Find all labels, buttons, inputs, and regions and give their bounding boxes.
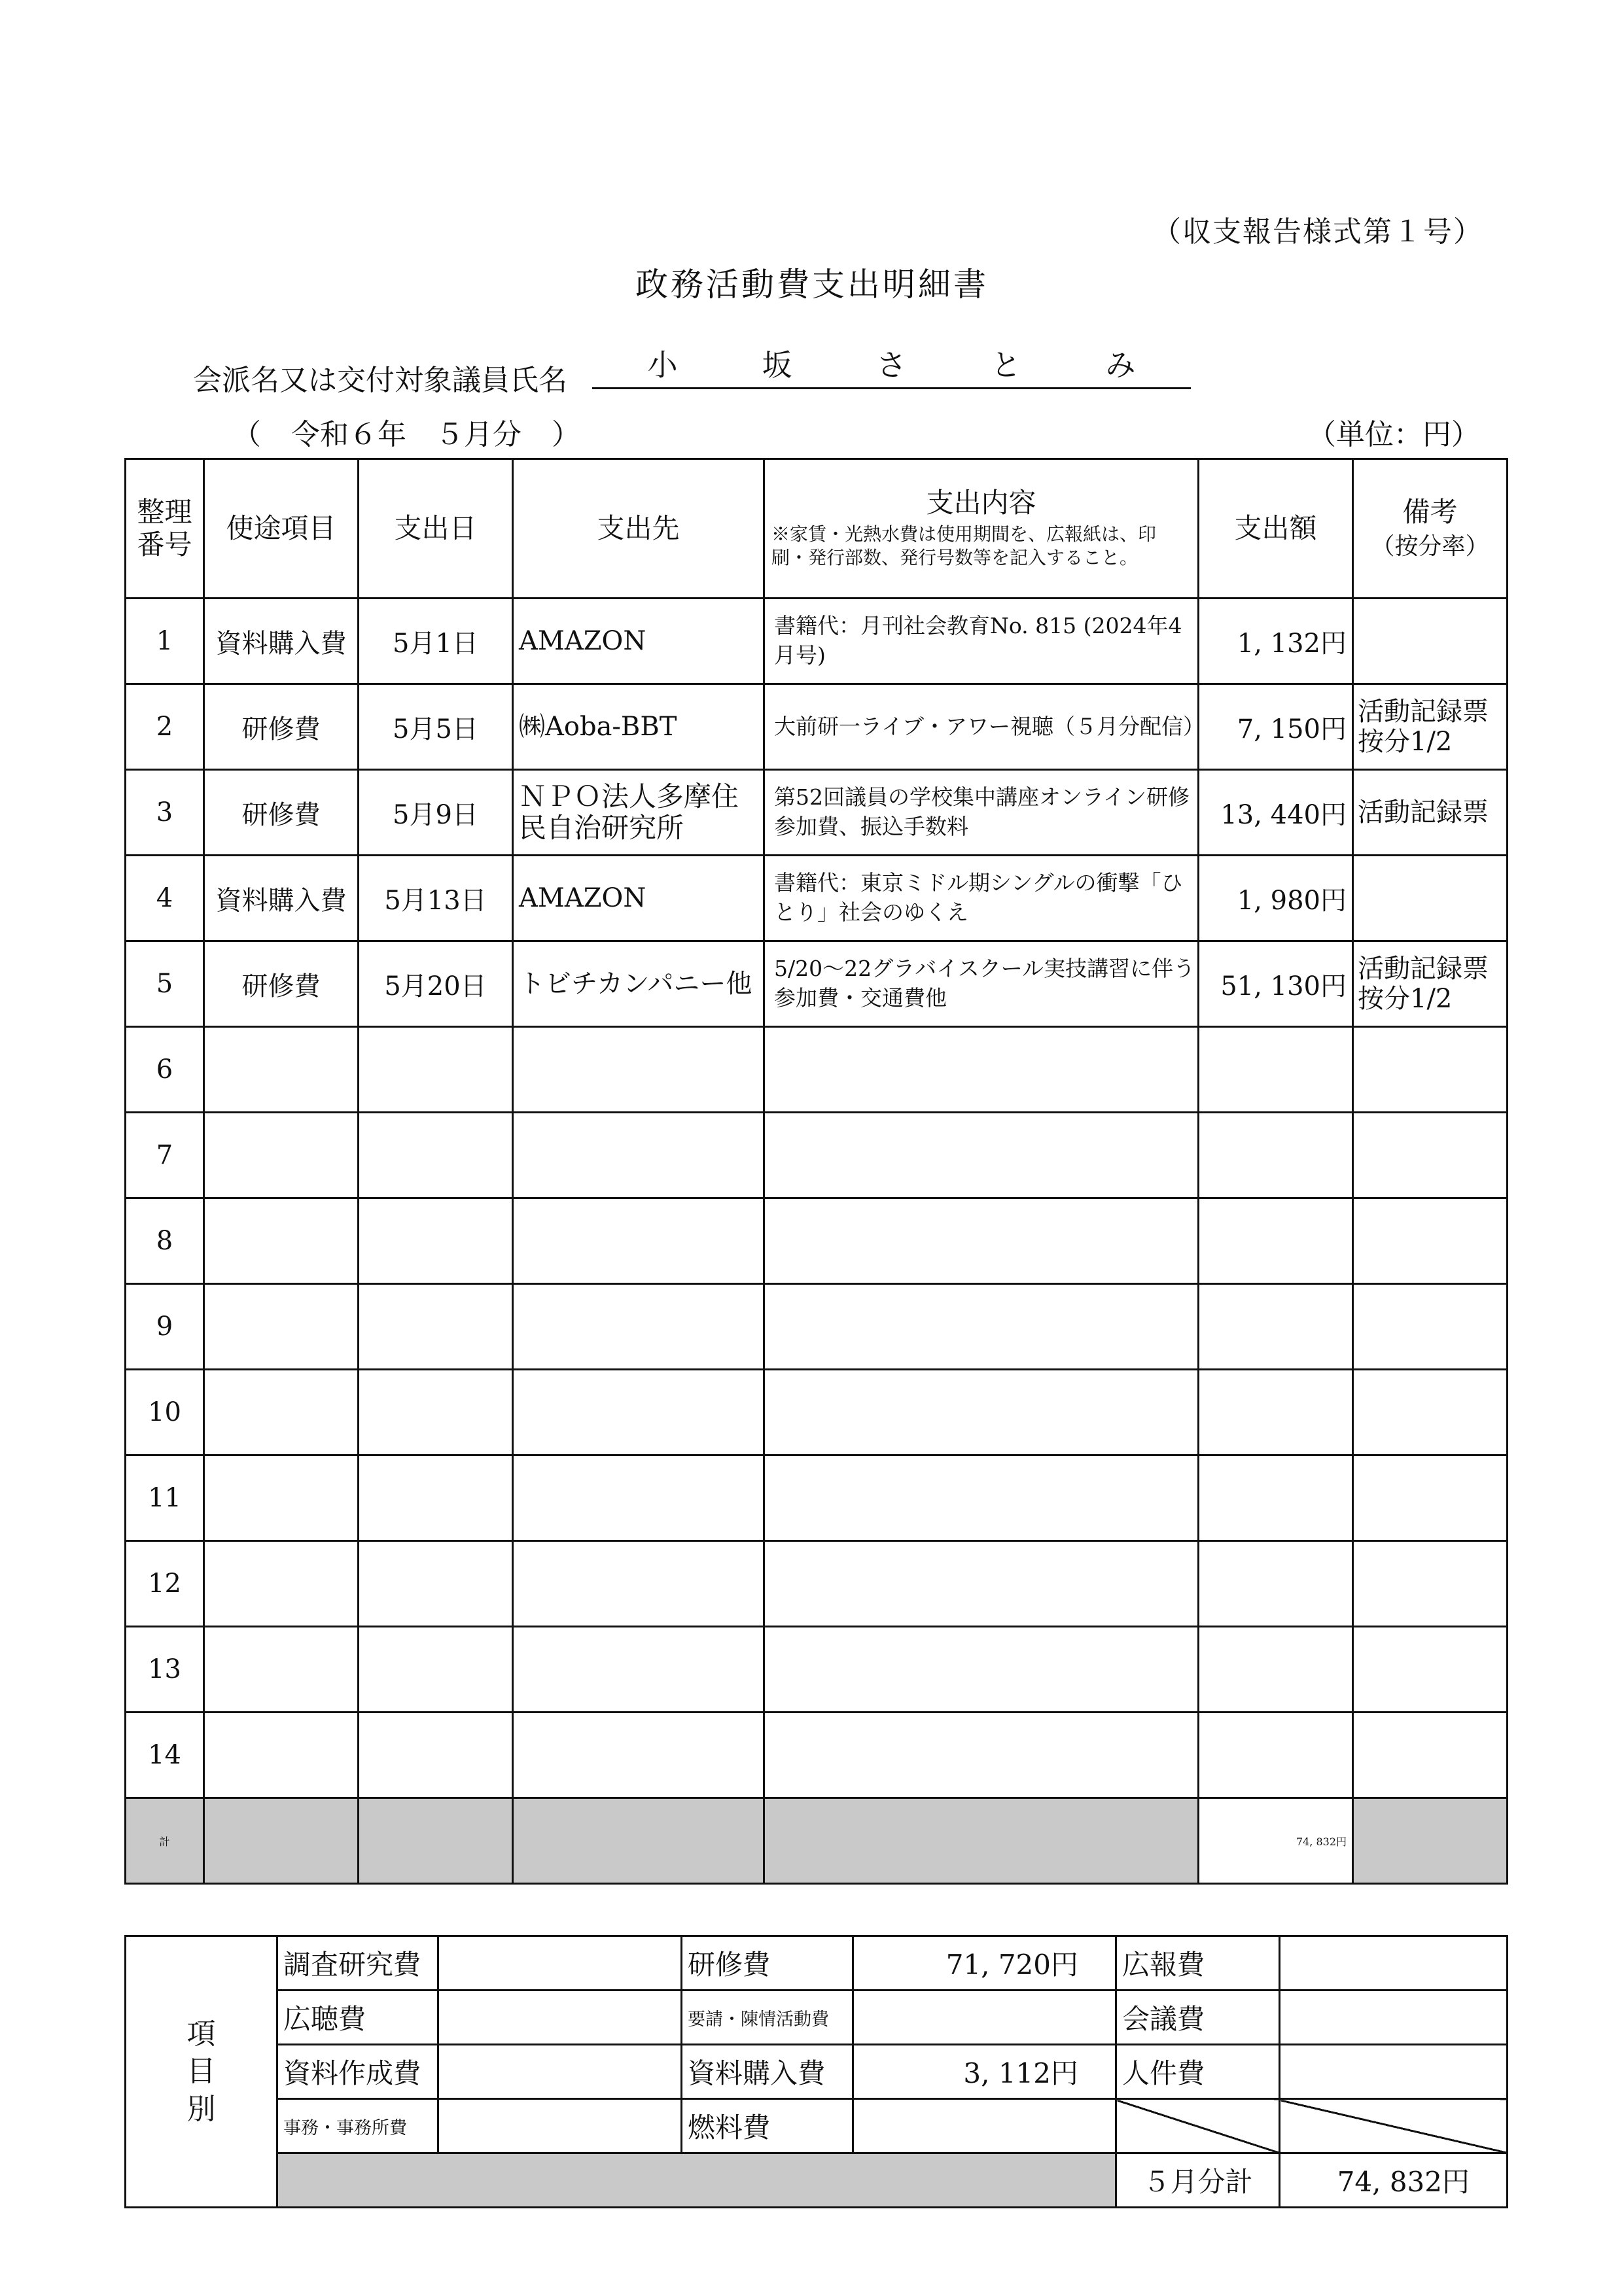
total-row	[126, 1798, 1508, 1884]
row-no: 5	[126, 941, 204, 1027]
row-category	[204, 1455, 359, 1541]
period-text: 令和６年 ５月分	[291, 418, 521, 451]
table-row	[126, 1455, 1508, 1541]
table-row	[126, 1027, 1508, 1113]
row-payee	[513, 1370, 764, 1455]
table-row	[126, 1113, 1508, 1198]
row-no: 14	[126, 1713, 204, 1798]
col-header-payee: 支出先	[513, 459, 764, 599]
col-header-remarks	[1353, 459, 1508, 599]
row-no: 7	[126, 1113, 204, 1198]
row-date	[359, 1455, 513, 1541]
row-remarks	[1353, 1284, 1508, 1370]
row-category: 資料購入費	[204, 599, 359, 684]
row-no: 9	[126, 1284, 204, 1370]
row-amount	[1199, 1541, 1353, 1627]
col-header-category: 使途項目	[204, 459, 359, 599]
summary-side-char: 別	[186, 2092, 216, 2126]
row-amount	[1199, 1713, 1353, 1798]
research-value	[438, 1936, 682, 1991]
row-remarks	[1353, 1113, 1508, 1198]
summary-side-label	[126, 1936, 277, 2208]
row-date	[359, 1713, 513, 1798]
row-category	[204, 1113, 359, 1198]
row-no: 3	[126, 770, 204, 856]
meeting-value	[1280, 1991, 1508, 2045]
table-row	[126, 1198, 1508, 1284]
total-shaded-cell	[764, 1798, 1199, 1884]
table-row	[126, 1713, 1508, 1798]
row-content: 書籍代：月刊社会教育No. 815 (2024年4月号)	[764, 599, 1199, 684]
purchase-label: 資料購入費	[682, 2045, 853, 2099]
table-row	[126, 599, 1508, 684]
row-remarks	[1353, 1455, 1508, 1541]
row-content	[764, 1370, 1199, 1455]
row-date: 5月20日	[359, 941, 513, 1027]
row-content	[764, 1113, 1199, 1198]
row-amount: 1, 980円	[1199, 856, 1353, 941]
docs-label: 資料作成費	[277, 2045, 438, 2099]
row-no: 12	[126, 1541, 204, 1627]
row-remarks	[1353, 1198, 1508, 1284]
petition-label: 要請・陳情活動費	[682, 1991, 853, 2045]
row-date	[359, 1284, 513, 1370]
row-content: 大前研一ライブ・アワー視聴（５月分配信）	[764, 684, 1199, 770]
row-no: 10	[126, 1370, 204, 1455]
summary-total-row	[126, 2153, 1508, 2208]
summary-side-char: 項	[186, 2017, 216, 2051]
row-amount: 1, 132円	[1199, 599, 1353, 684]
row-amount	[1199, 1198, 1353, 1284]
row-payee: ㈱Aoba-BBT	[513, 684, 764, 770]
total-label: 計	[126, 1798, 204, 1884]
row-date: 5月9日	[359, 770, 513, 856]
row-category	[204, 1198, 359, 1284]
training-label: 研修費	[682, 1936, 853, 1991]
pr-label: 広報費	[1116, 1936, 1280, 1991]
col-header-content-note: ※家賃・光熱水費は使用期間を、広報紙は、印刷・発行部数、発行号数等を記入すること。	[771, 523, 1157, 569]
petition-value	[853, 1991, 1116, 2045]
row-no: 4	[126, 856, 204, 941]
table-row	[126, 1370, 1508, 1455]
pr-value	[1280, 1936, 1508, 1991]
document-title: 政務活動費支出明細書	[635, 266, 989, 304]
unit-label: （単位：円）	[1307, 418, 1480, 451]
row-payee	[513, 1198, 764, 1284]
row-category	[204, 1027, 359, 1113]
row-payee: ＮＰＯ法人多摩住民自治研究所	[513, 770, 764, 856]
row-category	[204, 1541, 359, 1627]
table-row	[126, 1627, 1508, 1713]
row-amount	[1199, 1455, 1353, 1541]
col-header-no: 整理番号	[126, 459, 204, 599]
row-remarks	[1353, 856, 1508, 941]
row-category: 研修費	[204, 941, 359, 1027]
docs-value	[438, 2045, 682, 2099]
col-header-remarks-title: 備考	[1402, 495, 1458, 528]
row-date: 5月1日	[359, 599, 513, 684]
row-no: 13	[126, 1627, 204, 1713]
hearing-value	[438, 1991, 682, 2045]
diagonal-blank-cell	[1116, 2099, 1280, 2153]
row-content	[764, 1455, 1199, 1541]
row-remarks	[1353, 1370, 1508, 1455]
office-value	[438, 2099, 682, 2153]
row-category: 資料購入費	[204, 856, 359, 941]
office-label: 事務・事務所費	[277, 2099, 438, 2153]
row-payee	[513, 1541, 764, 1627]
row-payee: トビチカンパニー他	[513, 941, 764, 1027]
row-content: 5/20～22グラバイスクール実技講習に伴う参加費・交通費他	[764, 941, 1199, 1027]
table-row	[126, 684, 1508, 770]
row-date	[359, 1027, 513, 1113]
period-open: （	[232, 418, 261, 451]
total-shaded-cell	[204, 1798, 359, 1884]
row-date	[359, 1627, 513, 1713]
row-amount	[1199, 1284, 1353, 1370]
row-payee	[513, 1027, 764, 1113]
row-date	[359, 1113, 513, 1198]
row-payee	[513, 1713, 764, 1798]
meeting-label: 会議費	[1116, 1991, 1280, 2045]
col-header-date: 支出日	[359, 459, 513, 599]
summary-row	[126, 2045, 1508, 2099]
col-header-content-title: 支出内容	[926, 487, 1036, 519]
row-content	[764, 1627, 1199, 1713]
col-header-content	[764, 459, 1199, 599]
row-no: 2	[126, 684, 204, 770]
staff-label: 人件費	[1116, 2045, 1280, 2099]
expense-table	[124, 458, 1508, 1885]
row-remarks: 活動記録票	[1353, 770, 1508, 856]
row-no: 11	[126, 1455, 204, 1541]
row-payee	[513, 1455, 764, 1541]
row-content	[764, 1198, 1199, 1284]
row-category	[204, 1713, 359, 1798]
month-total-label: ５月分計	[1116, 2153, 1280, 2208]
fuel-value	[853, 2099, 1116, 2153]
row-amount	[1199, 1113, 1353, 1198]
row-payee: AMAZON	[513, 856, 764, 941]
purchase-value: 3, 112円	[853, 2045, 1116, 2099]
row-payee	[513, 1284, 764, 1370]
expense-table-header	[126, 459, 1508, 599]
period	[232, 411, 601, 453]
total-shaded-cell	[359, 1798, 513, 1884]
fuel-label: 燃料費	[682, 2099, 853, 2153]
row-remarks	[1353, 1027, 1508, 1113]
row-category	[204, 1370, 359, 1455]
member-name-char: 小	[647, 347, 678, 383]
member-label: 会派名又は交付対象議員氏名	[193, 364, 567, 397]
row-date	[359, 1541, 513, 1627]
row-content	[764, 1713, 1199, 1798]
row-date: 5月13日	[359, 856, 513, 941]
summary-row	[126, 2099, 1508, 2153]
row-payee	[513, 1627, 764, 1713]
staff-value	[1280, 2045, 1508, 2099]
row-content	[764, 1027, 1199, 1113]
row-content: 第52回議員の学校集中講座オンライン研修参加費、振込手数料	[764, 770, 1199, 856]
member-name-char: み	[1105, 347, 1136, 383]
total-shaded-cell	[1353, 1798, 1508, 1884]
row-no: 1	[126, 599, 204, 684]
row-remarks	[1353, 1541, 1508, 1627]
row-remarks: 活動記録票 按分1/2	[1353, 684, 1508, 770]
col-header-amount: 支出額	[1199, 459, 1353, 599]
row-content: 書籍代：東京ミドル期シングルの衝撃「ひとり」社会のゆくえ	[764, 856, 1199, 941]
col-header-remarks-sub: （按分率）	[1371, 533, 1489, 560]
row-category	[204, 1284, 359, 1370]
category-summary-table	[124, 1935, 1508, 2208]
row-no: 6	[126, 1027, 204, 1113]
table-row	[126, 941, 1508, 1027]
summary-shaded-cell	[277, 2153, 1116, 2208]
diagonal-blank-cell	[1280, 2099, 1508, 2153]
member-name-char: 坂	[762, 347, 792, 383]
row-category: 研修費	[204, 684, 359, 770]
summary-side-char: 目	[186, 2055, 216, 2089]
period-close: ）	[552, 418, 580, 451]
table-row	[126, 856, 1508, 941]
row-date	[359, 1198, 513, 1284]
row-remarks	[1353, 599, 1508, 684]
row-category	[204, 1627, 359, 1713]
row-date	[359, 1370, 513, 1455]
hearing-label: 広聴費	[277, 1991, 438, 2045]
row-amount: 13, 440円	[1199, 770, 1353, 856]
form-number: （収支報告様式第１号）	[1152, 215, 1483, 249]
member-name-char: さ	[876, 347, 907, 383]
research-label: 調査研究費	[277, 1936, 438, 1991]
table-row	[126, 1284, 1508, 1370]
row-remarks	[1353, 1713, 1508, 1798]
row-amount: 51, 130円	[1199, 941, 1353, 1027]
table-row	[126, 770, 1508, 856]
total-amount: 74, 832円	[1199, 1798, 1353, 1884]
total-shaded-cell	[513, 1798, 764, 1884]
row-remarks	[1353, 1627, 1508, 1713]
member-name-char: と	[991, 347, 1021, 383]
row-payee	[513, 1113, 764, 1198]
row-amount	[1199, 1370, 1353, 1455]
summary-row	[126, 1936, 1508, 1991]
row-payee: AMAZON	[513, 599, 764, 684]
row-amount	[1199, 1627, 1353, 1713]
row-content	[764, 1541, 1199, 1627]
row-no: 8	[126, 1198, 204, 1284]
row-amount: 7, 150円	[1199, 684, 1353, 770]
row-amount	[1199, 1027, 1353, 1113]
table-row	[126, 1541, 1508, 1627]
month-total-value: 74, 832円	[1280, 2153, 1508, 2208]
member-name	[592, 347, 1191, 389]
row-category: 研修費	[204, 770, 359, 856]
summary-row	[126, 1991, 1508, 2045]
row-remarks: 活動記録票 按分1/2	[1353, 941, 1508, 1027]
row-date: 5月5日	[359, 684, 513, 770]
training-value: 71, 720円	[853, 1936, 1116, 1991]
row-content	[764, 1284, 1199, 1370]
